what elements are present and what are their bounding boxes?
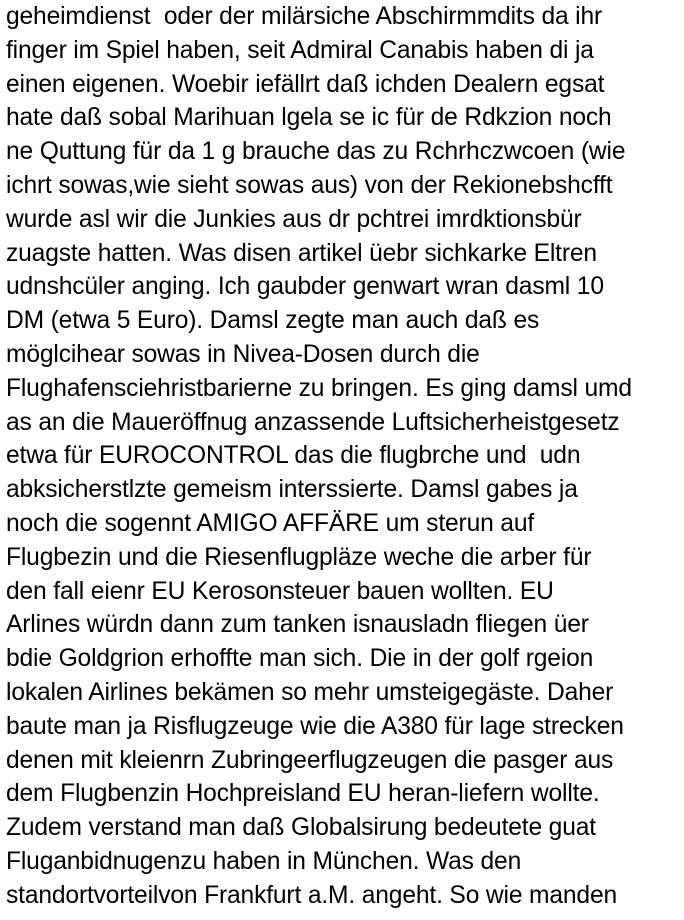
text-line: standortvorteilvon Frankfurt a.M. angeht. So wie manden xyxy=(6,881,618,909)
text-line: wurde asl wir die Junkies aus dr pchtrei imrdktionsbür xyxy=(6,205,582,233)
text-line: Flugbezin und die Riesenflugpläze weche die arber für xyxy=(6,543,592,571)
text-line: as an die Maueröffnug anzassende Luftsicherheistgesetz xyxy=(6,408,620,436)
text-line: hate daß sobal Marihuan lgela se ic für de Rdkzion noch xyxy=(6,104,612,132)
text-line: ne Quttung für da 1 g brauche das zu Rchrhczwcoen (wie xyxy=(6,138,626,166)
text-line: baute man ja Risflugzeuge wie die A380 für lage strecken xyxy=(6,712,624,740)
text-line: ichrt sowas,wie sieht sowas aus) von der Rekionebshcfft xyxy=(6,171,613,199)
text-line: udnshcüler anging. Ich gaubder genwart wran dasml 10 xyxy=(6,273,604,301)
text-line: möglcihear sowas in Nivea-Dosen durch die xyxy=(6,340,480,368)
text-line: dem Flugbenzin Hochpreisland EU heran-liefern wollte. xyxy=(6,780,600,808)
text-line: zuagste hatten. Was disen artikel üebr sichkarke Eltren xyxy=(6,239,597,267)
text-line: bdie Goldgrion erhoffte man sich. Die in der golf rgeion xyxy=(6,645,594,673)
text-line: den fall eienr EU Kerosonsteuer bauen wollten. EU xyxy=(6,577,554,605)
text-line: Fluganbidnugenzu haben in München. Was den xyxy=(6,847,522,875)
text-line: Arlines würdn dann zum tanken isnausladn fliegen üer xyxy=(6,611,589,639)
text-line: Zudem verstand man daß Globalsirung bedeutete guat xyxy=(6,814,596,842)
text-line: lokalen Airlines bekämen so mehr umsteigegäste. Daher xyxy=(6,678,614,706)
text-line: noch die sogennt AMIGO AFFÄRE um sterun auf xyxy=(6,509,535,537)
body-text xyxy=(6,0,684,913)
text-line: etwa für EUROCONTROL das die flugbrche und udn xyxy=(6,442,581,470)
text-line: finger im Spiel haben, seit Admiral Canabis haben di ja xyxy=(6,36,594,64)
text-line: Flughafensciehristbarierne zu bringen. Es ging damsl umd xyxy=(6,374,632,402)
text-line: einen eigenen. Woebir iefällrt daß ichden Dealern egsat xyxy=(6,70,605,98)
text-line: geheimdienst oder der milärsiche Abschirmmdits da ihr xyxy=(6,3,603,30)
text-line: abksicherstlzte gemeism interssierte. Damsl gabes ja xyxy=(6,476,578,504)
text-line: DM (etwa 5 Euro). Damsl zegte man auch daß es xyxy=(6,307,540,335)
text-line: denen mit kleienrn Zubringeerflugzeugen die pasger aus xyxy=(6,746,614,774)
